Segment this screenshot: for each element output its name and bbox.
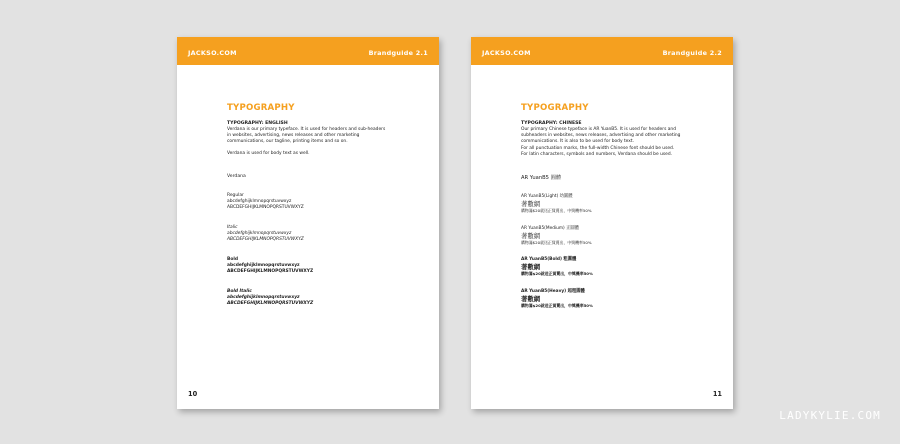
- sample-lowercase: abcdefghijklmnopqrstuvwxyz: [227, 294, 300, 300]
- page-title: TYPOGRAPHY: [227, 103, 295, 113]
- intro-line: subheaders in websites, news releases, advertising and other marketing: [521, 133, 681, 139]
- sample-description: 購物滿$20就送正貨賣出，中獎機率50%: [521, 239, 592, 245]
- sample-lowercase: abcdefghijklmnopqrstuvwxyz: [227, 262, 300, 268]
- style-label: Bold: [227, 256, 239, 262]
- style-label: Regular: [227, 192, 244, 198]
- style-bold: [521, 257, 721, 277]
- section-subtitle: TYPOGRAPHY: CHINESE: [521, 121, 582, 126]
- section-subtitle: TYPOGRAPHY: ENGLISH: [227, 121, 288, 126]
- intro-paragraph: [227, 127, 427, 146]
- style-label: AR YuanB5(Heavy) 超粗圓體: [521, 288, 585, 294]
- page-content: [521, 103, 721, 308]
- body-note: Verdana is used for body text as well.: [227, 150, 310, 156]
- style-bold-italic: [227, 289, 427, 307]
- brand-name: JACKSO.COM: [188, 49, 237, 57]
- font-name: Verdana: [227, 173, 246, 179]
- sample-description: 購物滿$20就送正貨賣出，中獎機率50%: [521, 302, 593, 308]
- sample-uppercase: ABCDEFGHIJKLMNOPQRSTUVWXYZ: [227, 268, 314, 274]
- style-italic: [227, 225, 427, 243]
- page-10: [177, 37, 439, 409]
- style-label: AR YuanB5(Light) 幼圓體: [521, 194, 573, 200]
- sample-description: 購物滿$20就送正貨賣出，中獎機率50%: [521, 271, 593, 277]
- sample-uppercase: ABCDEFGHIJKLMNOPQRSTUVWXYZ: [227, 300, 314, 306]
- sample-text: 著數網: [521, 263, 541, 272]
- page-content: [227, 103, 427, 307]
- page-number: 10: [188, 390, 198, 398]
- style-label: AR YuanB5(Medium) 正圓體: [521, 225, 579, 231]
- page-11: [471, 37, 733, 409]
- section-label: Brandguide 2.2: [662, 49, 722, 57]
- sample-uppercase: ABCDEFGHIJKLMNOPQRSTUVWXYZ: [227, 236, 304, 242]
- sample-lowercase: abcdefghijklmnopqrstuvwxyz: [227, 230, 292, 236]
- sample-text: 著數網: [521, 200, 541, 209]
- intro-line: Verdana is our primary typeface. It is used for headers and sub-headers: [227, 127, 386, 132]
- style-label: AR YuanB5(Bold) 粗圓體: [521, 257, 577, 263]
- header-bar: [471, 37, 733, 65]
- intro-line: For latin characters, symbols and numbers, Verdana should be used.: [521, 151, 673, 157]
- style-label: Italic: [227, 224, 238, 230]
- intro-paragraph: [521, 127, 721, 158]
- style-bold: [227, 257, 427, 275]
- brand-name: JACKSO.COM: [482, 49, 531, 57]
- font-name: AR YuanB5 圓體: [521, 175, 562, 182]
- page-number: 11: [712, 390, 722, 398]
- sample-text: 著數網: [521, 294, 541, 303]
- watermark: LADYKYLIE.COM: [779, 409, 881, 422]
- style-regular: [227, 193, 427, 211]
- section-label: Brandguide 2.1: [368, 49, 428, 57]
- sample-description: 購物滿$20就送正貨賣出，中獎機率50%: [521, 208, 592, 214]
- intro-line: in websites, advertising, news releases and other marketing: [227, 133, 360, 139]
- style-medium: [521, 226, 721, 246]
- intro-line: Our primary Chinese typeface is AR YuanB5. It is used for headers and: [521, 127, 677, 132]
- intro-line: communications. It is also to be used for body text.: [521, 139, 635, 145]
- sample-text: 著數網: [521, 231, 541, 240]
- style-heavy: [521, 289, 721, 309]
- intro-line: communications, our tagline, printing items and so on.: [227, 139, 348, 145]
- style-light: [521, 194, 721, 214]
- intro-line: For all punctuation marks, the full-width Chinese font should be used.: [521, 145, 675, 151]
- page-title: TYPOGRAPHY: [521, 103, 589, 113]
- sample-uppercase: ABCDEFGHIJKLMNOPQRSTUVWXYZ: [227, 204, 304, 210]
- header-bar: [177, 37, 439, 65]
- sample-lowercase: abcdefghijklmnopqrstuvwxyz: [227, 198, 292, 204]
- style-label: Bold Italic: [227, 288, 252, 294]
